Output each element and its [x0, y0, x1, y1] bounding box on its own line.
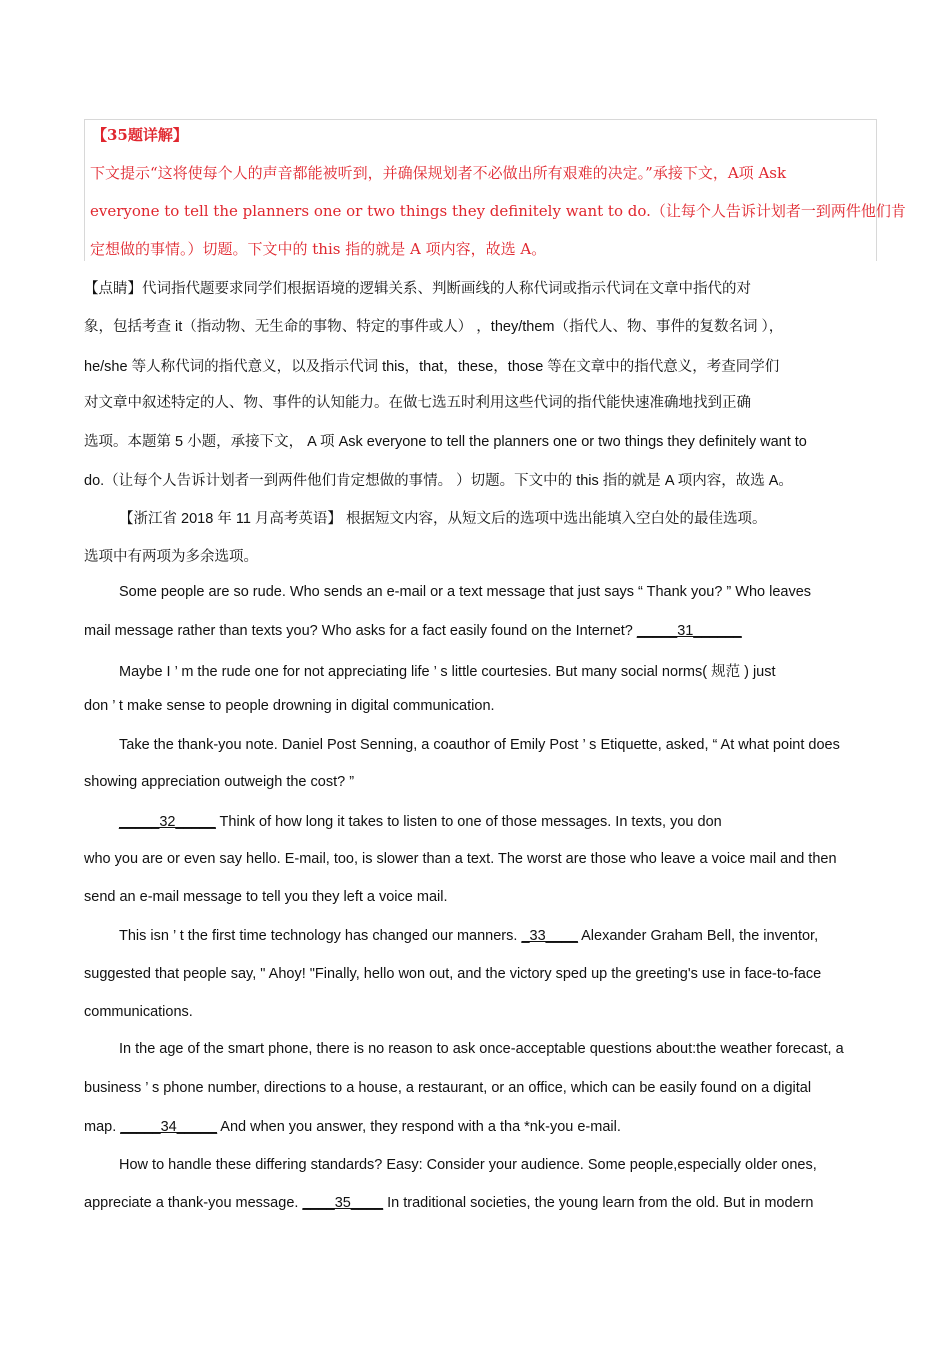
passage-line: business ’ s phone number, directions to a house, a restaurant, or an office, which can be easily found on a digital	[84, 1080, 812, 1096]
passage-text: Alexander Graham Bell, the inventor,	[577, 928, 819, 944]
passage-line: who you are or even say hello. E-mail, too, is slower than a text. The worst are those who leave a voice mail and then	[84, 851, 837, 867]
passage-line: don ’ t make sense to people drowning in digital communication.	[84, 698, 495, 714]
passage-line	[119, 928, 818, 944]
explanation-line: everyone to tell the planners one or two things they definitely want to do.（让每个人告诉计划者一到两件他们肯	[90, 202, 906, 220]
note-line: 【点睛】代词指代题要求同学们根据语境的逻辑关系、判断画线的人称代词或指示代词在文章中指代的对	[84, 281, 751, 297]
passage-line: Some people are so rude. Who sends an e-mail or a text message that just says “ Thank you? ” Who leaves	[119, 584, 812, 600]
explanation-line: 定想做的事情。）切题。下文中的 this 指的就是 A 项内容，故选 A。	[90, 240, 547, 258]
explanation-line: 下文提示“这将使每个人的声音都能被听到，并确保规划者不必做出所有艰难的决定。”承接下文，A项 Ask	[90, 164, 787, 182]
passage-text: And when you answer, they respond with a tha *nk-you e-mail.	[217, 1119, 621, 1135]
blank-35[interactable]: ____35____	[302, 1195, 384, 1211]
exam-intro-line: 选项中有两项为多余选项。	[84, 549, 258, 565]
note-line: do.（让每个人告诉计划者一到两件他们肯定想做的事情。 ）切题。下文中的 this 指的就是 A 项内容，故选 A。	[84, 473, 793, 489]
blank-31[interactable]: _____31______	[636, 623, 742, 639]
passage-line: In the age of the smart phone, there is no reason to ask once-acceptable questions about:the weather forecast, a	[119, 1041, 844, 1057]
exam-intro-line: 【浙江省 2018 年 11 月高考英语】 根据短文内容，从短文后的选项中选出能填入空白处的最佳选项。	[119, 511, 767, 527]
passage-text: Think of how long it takes to listen to one of those messages. In texts, you don	[215, 814, 722, 830]
note-line: 选项。本题第 5 小题，承接下文， A 项 Ask everyone to tell the planners one or two things they definitely want to	[84, 434, 807, 450]
passage-line	[84, 623, 742, 639]
passage-line: showing appreciation outweigh the cost? ”	[84, 774, 355, 790]
passage-text: In traditional societies, the young learn from the old. But in modern	[383, 1195, 814, 1211]
explanation-title: 【35题详解】	[92, 126, 188, 144]
passage-text: This isn ’ t the first time technology has changed our manners.	[119, 928, 522, 944]
passage-line: Take the thank-you note. Daniel Post Senning, a coauthor of Emily Post ’ s Etiquette, asked, “ At what point does	[119, 737, 840, 753]
passage-line: How to handle these differing standards? Easy: Consider your audience. Some people,especially older ones,	[119, 1157, 817, 1173]
passage-line: communications.	[84, 1004, 193, 1020]
passage-line	[84, 1195, 814, 1211]
note-line: he/she 等人称代词的指代意义，以及指示代词 this，that，these，those 等在文章中的指代意义，考查同学们	[84, 359, 780, 375]
passage-text: mail message rather than texts you? Who asks for a fact easily found on the Internet?	[84, 623, 637, 639]
passage-line	[119, 814, 722, 830]
passage-line	[84, 1119, 621, 1135]
blank-34[interactable]: _____34_____	[120, 1119, 218, 1135]
passage-line: Maybe I ’ m the rude one for not appreciating life ’ s little courtesies. But many social norms( 规范 ) just	[119, 664, 776, 680]
note-line: 对文章中叙述特定的人、物、事件的认知能力。在做七选五时利用这些代词的指代能快速准确地找到正确	[84, 395, 751, 411]
note-line: 象，包括考查 it（指动物、无生命的事物、特定的事件或人） ，they/them（指代人、物、事件的复数名词 ），	[84, 319, 784, 335]
passage-line: send an e-mail message to tell you they left a voice mail.	[84, 889, 448, 905]
blank-33[interactable]: _33____	[521, 928, 578, 944]
passage-text: appreciate a thank-you message.	[84, 1195, 303, 1211]
passage-text: map.	[84, 1119, 121, 1135]
passage-line: suggested that people say, " Ahoy! "Finally, hello won out, and the victory sped up the greeting's use in face-to-face	[84, 966, 822, 982]
blank-32[interactable]: _____32_____	[119, 814, 216, 830]
